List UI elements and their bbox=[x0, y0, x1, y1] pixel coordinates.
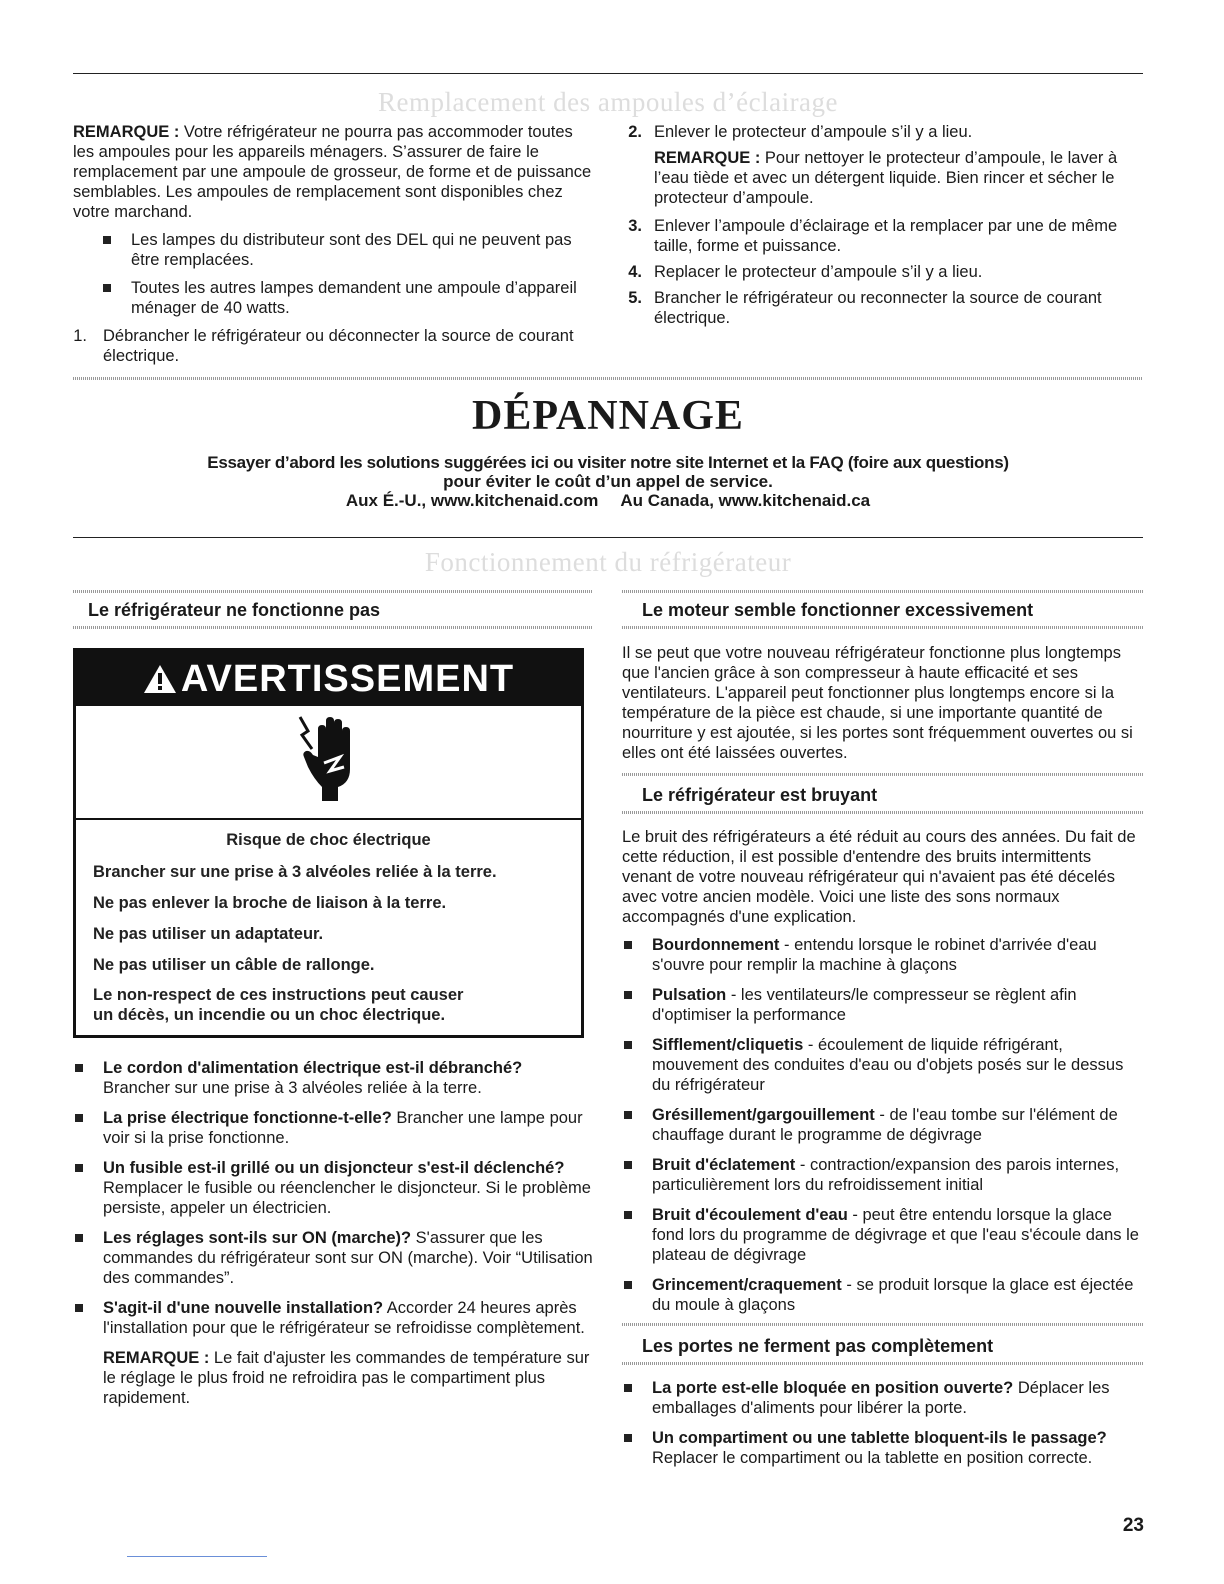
noise-section bbox=[622, 827, 1144, 1315]
doors-list bbox=[622, 1370, 1144, 1468]
bullet-icon bbox=[624, 1041, 632, 1049]
list-item: Un fusible est-il grillé ou un disjoncteur s'est-il déclenché? Remplacer le fusible ou réenclencher le disjoncteur. Si le problème persiste, appeler un électricien. bbox=[73, 1158, 593, 1218]
left-note: REMARQUE : Le fait d'ajuster les commandes de température sur le réglage le plus froid ne refroidira pas le compartiment plus rapidement. bbox=[103, 1349, 590, 1407]
bullet-icon bbox=[624, 1434, 632, 1442]
bullet-icon bbox=[75, 1064, 83, 1072]
step-item: 1. Débrancher le réfrigérateur ou déconnecter la source de courant électrique. bbox=[73, 327, 574, 365]
noise-text: Le bruit des réfrigérateurs a été réduit au cours des années. Du fait de cette réduction, il est possible d'entendre des bruits intermittents venant de votre nouveau réfrigérateur qui n'avaient pas été décelés avec votre ancien modèle. Voici une liste des sons normaux accompagnés d'une explication. bbox=[622, 828, 1136, 926]
bullet-icon bbox=[75, 1234, 83, 1242]
page-number: 23 bbox=[1122, 1515, 1144, 1536]
section-title-operation: Fonctionnement du réfrigérateur bbox=[424, 547, 792, 577]
warning-line: Ne pas enlever la broche de liaison à la terre. bbox=[93, 894, 447, 912]
list-item: Bruit d'éclatement - contraction/expansion des parois internes, particulièrement lors du refroidissement initial bbox=[622, 1155, 1144, 1195]
bullet-icon bbox=[624, 991, 632, 999]
bulbs-right-column bbox=[622, 122, 1144, 328]
warning-line: Brancher sur une prise à 3 alvéoles reliée à la terre. bbox=[93, 863, 497, 881]
bulbs-left-column bbox=[73, 122, 593, 366]
top-rule bbox=[73, 73, 1143, 74]
canada-website: Au Canada, www.kitchenaid.ca bbox=[620, 491, 871, 510]
list-item: Bourdonnement - entendu lorsque le robinet d'arrivée d'eau s'ouvre pour remplir la machine à glaçons bbox=[622, 935, 1144, 975]
warning-divider bbox=[76, 818, 581, 820]
step-item: 2. Enlever le protecteur d’ampoule s’il y a lieu. bbox=[628, 123, 973, 141]
list-item: Grincement/craquement - se produit lorsque la glace est éjectée du moule à glaçons bbox=[622, 1275, 1144, 1315]
bullet-icon bbox=[624, 1384, 632, 1392]
list-item: Les lampes du distributeur sont des DEL qui ne peuvent pas être remplacées. bbox=[101, 230, 593, 270]
page-title: DÉPANNAGE bbox=[472, 393, 744, 439]
bulbs-note: REMARQUE : Pour nettoyer le protecteur d’ampoule, le laver à l’eau tiède et avec un détergent liquide. Bien rincer et sécher le protecteur d’ampoule. bbox=[654, 149, 1118, 207]
bullet-icon bbox=[624, 1111, 632, 1119]
intro-line-1: Essayer d’abord les solutions suggérées ici ou visiter notre site Internet et la FAQ (foire aux questions) bbox=[207, 453, 1009, 472]
step-item: 5. Brancher le réfrigérateur ou reconnecter la source de courant électrique. bbox=[628, 289, 1102, 327]
divider bbox=[622, 590, 1144, 593]
warning-line: Ne pas utiliser un adaptateur. bbox=[93, 925, 324, 943]
subhead-motor: Le moteur semble fonctionner excessivement bbox=[642, 600, 1034, 620]
section-rule bbox=[73, 537, 1143, 538]
list-item: La prise électrique fonctionne-t-elle? Brancher une lampe pour voir si la prise fonctionne. bbox=[73, 1108, 593, 1148]
divider bbox=[73, 626, 593, 629]
divider bbox=[622, 773, 1144, 776]
bullet-icon bbox=[103, 284, 111, 292]
divider bbox=[73, 590, 593, 593]
list-item: Grésillement/gargouillement - de l'eau tombe sur l'élément de chauffage durant le programme de dégivrage bbox=[622, 1105, 1144, 1145]
bullet-icon bbox=[75, 1164, 83, 1172]
motor-text: Il se peut que votre nouveau réfrigérateur fonctionne plus longtemps que l'ancien grâce à son compresseur à haute efficacité et ses ventilateurs. L'appareil peut fonctionner plus longtemps encore si la température de la pièce est chaude, si une importante quantité de nourriture y est ajoutée, si les portes sont fréquemment ouvertes ou si elles ont été laissées ouvertes. bbox=[622, 644, 1133, 762]
footer-line bbox=[127, 1556, 267, 1557]
divider bbox=[73, 377, 1143, 380]
list-item: Les réglages sont-ils sur ON (marche)? S'assurer que les commandes du réfrigérateur sont sur ON (marche). Voir “Utilisation des commandes”. bbox=[73, 1228, 593, 1288]
bullet-icon bbox=[624, 1211, 632, 1219]
step-item: 3. Enlever l’ampoule d’éclairage et la remplacer par une de même taille, forme et puissance. bbox=[628, 217, 1118, 255]
warning-line: Ne pas utiliser un câble de rallonge. bbox=[93, 956, 375, 974]
warning-triangle-icon bbox=[143, 664, 177, 694]
list-item: La porte est-elle bloquée en position ouverte? Déplacer les emballages d'aliments pour libérer la porte. bbox=[622, 1378, 1144, 1418]
list-item: Bruit d'écoulement d'eau - peut être entendu lorsque la glace fond lors du programme de dégivrage et que l'eau s'écoule dans le plateau de dégivrage bbox=[622, 1205, 1144, 1265]
bullet-icon bbox=[624, 1281, 632, 1289]
not-working-list bbox=[73, 1050, 593, 1408]
divider bbox=[622, 1323, 1144, 1326]
subhead-noise: Le réfrigérateur est bruyant bbox=[642, 785, 878, 805]
us-website: Aux É.-U., www.kitchenaid.com bbox=[345, 491, 599, 510]
list-item: Pulsation - les ventilateurs/le compresseur se règlent afin d'optimiser la performance bbox=[622, 985, 1144, 1025]
bullet-icon bbox=[103, 236, 111, 244]
warning-box bbox=[73, 648, 584, 1038]
bulbs-intro: REMARQUE : Votre réfrigérateur ne pourra pas accommoder toutes les ampoules pour les appareils ménagers. S’assurer de faire le remplacement par une ampoule de grosseur, de forme et de puissance semblables. Les ampoules de remplacement sont disponibles chez votre marchand. bbox=[73, 123, 592, 221]
step-item: 4. Replacer le protecteur d’ampoule s’il y a lieu. bbox=[628, 263, 983, 281]
warning-consequence: un décès, un incendie ou un choc électrique. bbox=[93, 1006, 446, 1024]
warning-header: AVERTISSEMENT bbox=[76, 651, 581, 706]
list-item: S'agit-il d'une nouvelle installation? Accorder 24 heures après l'installation pour que le réfrigérateur se refroidisse complètement. bbox=[73, 1298, 593, 1338]
section-title-bulbs: Remplacement des ampoules d’éclairage bbox=[377, 87, 839, 117]
subhead-doors: Les portes ne ferment pas complètement bbox=[642, 1336, 994, 1356]
bullet-icon bbox=[624, 1161, 632, 1169]
bullet-icon bbox=[75, 1304, 83, 1312]
warning-risk: Risque de choc électrique bbox=[226, 831, 431, 849]
warning-consequence: Le non-respect de ces instructions peut causer bbox=[93, 986, 464, 1004]
list-item: Toutes les autres lampes demandent une ampoule d’appareil ménager de 40 watts. bbox=[101, 278, 593, 318]
website-line bbox=[73, 491, 1143, 511]
divider bbox=[622, 626, 1144, 629]
subhead-not-working: Le réfrigérateur ne fonctionne pas bbox=[88, 600, 381, 620]
bullet-icon bbox=[75, 1114, 83, 1122]
divider bbox=[622, 811, 1144, 814]
bullet-icon bbox=[624, 941, 632, 949]
electric-shock-hand-icon bbox=[294, 713, 364, 803]
divider bbox=[622, 1362, 1144, 1365]
list-item: Le cordon d'alimentation électrique est-il débranché? Brancher sur une prise à 3 alvéoles reliée à la terre. bbox=[73, 1058, 593, 1098]
intro-line-2: pour éviter le coût d’un appel de service. bbox=[443, 472, 773, 491]
list-item: Un compartiment ou une tablette bloquent-ils le passage? Replacer le compartiment ou la tablette en position correcte. bbox=[622, 1428, 1144, 1468]
list-item: Sifflement/cliquetis - écoulement de liquide réfrigérant, mouvement des conduites d'eau ou d'objets posés sur le dessus du réfrigérateur bbox=[622, 1035, 1144, 1095]
